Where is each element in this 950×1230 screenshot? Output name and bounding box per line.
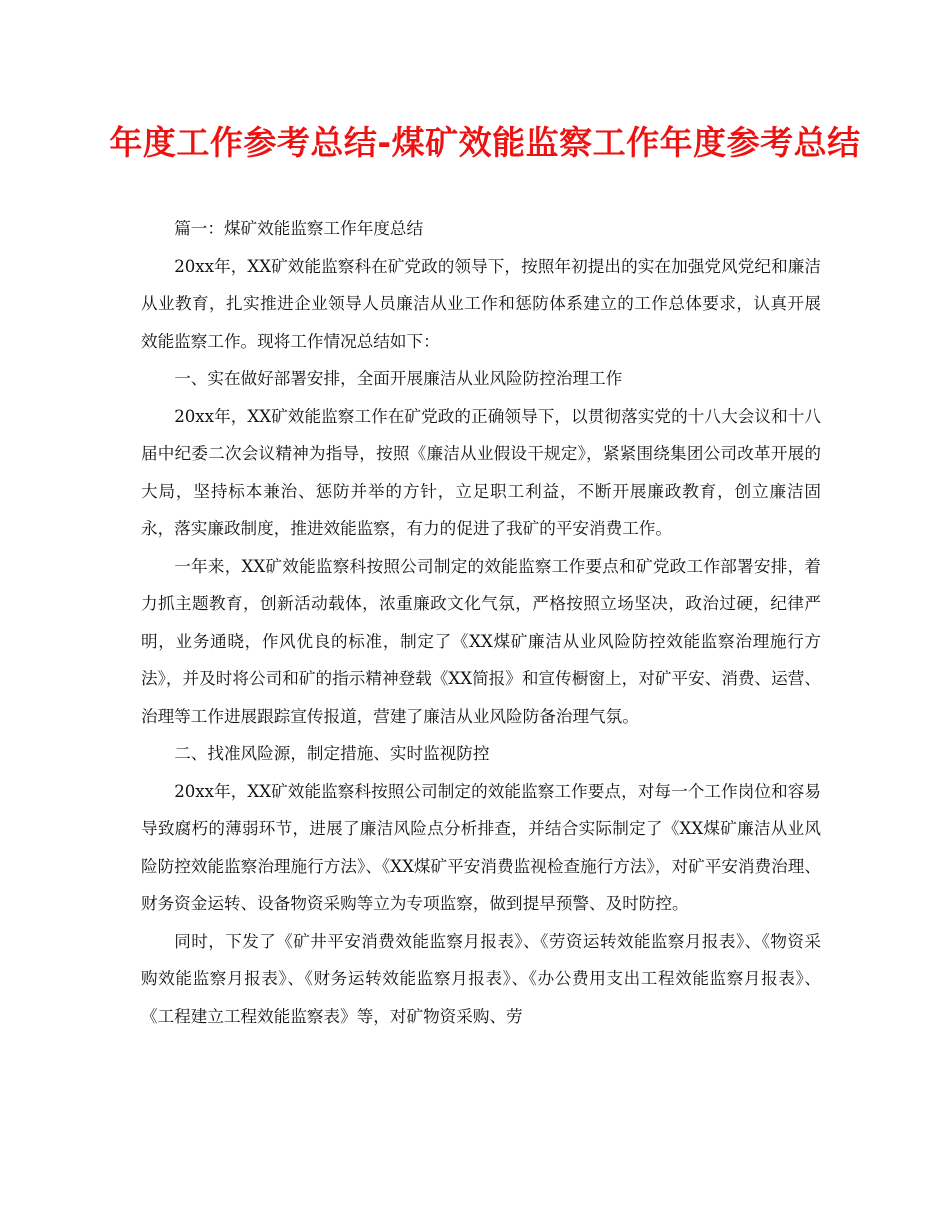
section-heading: 篇一：煤矿效能监察工作年度总结 (174, 219, 424, 238)
paragraph: 20xx年，XX矿效能监察科在矿党政的领导下，按照年初提出的实在加强党风党纪和廉洁从业教育，扎实推进企业领导人员廉洁从业工作和惩防体系建立的工作总体要求，认真开展效能监察工作。现将工作情况总结如下： (141, 256, 821, 351)
paragraph: 一年来，XX矿效能监察科按照公司制定的效能监察工作要点和矿党政工作部署安排，着力抓主题教育，创新活动载体，浓重廉政文化气氛，严格按照立场坚决，政治过硬，纪律严明，业务通晓，作风优良的标准，制定了《XX煤矿廉洁从业风险防控效能监察治理施行方法》，并及时将公司和矿的指示精神登载《XX简报》和宣传橱窗上，对矿平安、消费、运营、治理等工作进展跟踪宣传报道，营建了廉洁从业风险防备治理气氛。 (141, 556, 821, 726)
section-heading: 一、实在做好部署安排，全面开展廉洁从业风险防控治理工作 (174, 369, 623, 388)
paragraph: 同时，下发了《矿井平安消费效能监察月报表》、《劳资运转效能监察月报表》、《物资采购效能监察月报表》、《财务运转效能监察月报表》、《办公费用支出工程效能监察月报表》、《工程建立工程效能监察表》等，对矿物资采购、劳 (141, 931, 821, 1026)
document-body (141, 210, 821, 1035)
paragraph: 20xx年，XX矿效能监察科按照公司制定的效能监察工作要点，对每一个工作岗位和容易导致腐朽的薄弱环节，进展了廉洁风险点分析排查，并结合实际制定了《XX煤矿廉洁从业风险防控效能监察治理施行方法》、《XX煤矿平安消费监视检查施行方法》，对矿平安消费治理、财务资金运转、设备物资采购等立为专项监察，做到提早预警、及时防控。 (141, 781, 821, 913)
section-heading: 二、找准风险源，制定措施、实时监视防控 (174, 744, 490, 763)
document-title: 年度工作参考总结-煤矿效能监察工作年度参考总结 (109, 123, 861, 162)
paragraph: 20xx年，XX矿效能监察工作在矿党政的正确领导下，以贯彻落实党的十八大会议和十八届中纪委二次会议精神为指导，按照《廉洁从业假设干规定》，紧紧围绕集团公司改革开展的大局，坚持标本兼治、惩防并举的方针，立足职工利益，不断开展廉政教育，创立廉洁固永，落实廉政制度，推进效能监察，有力的促进了我矿的平安消费工作。 (141, 406, 821, 538)
